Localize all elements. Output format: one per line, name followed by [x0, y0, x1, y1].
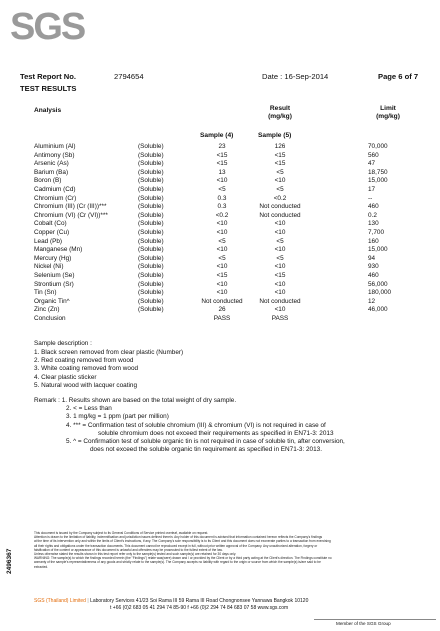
sample4-header: Sample (4): [200, 132, 234, 139]
limit-value: 180,000: [368, 289, 392, 297]
analyte-note: (Soluble): [138, 306, 164, 314]
sample4-value: <15: [216, 272, 228, 279]
analyte-note: (Soluble): [138, 289, 164, 297]
limit-value: 12: [368, 297, 376, 305]
analyte-name: Nickel (Ni): [34, 263, 64, 271]
section-title: TEST RESULTS: [20, 84, 77, 93]
remark-line: 4. *** = Confirmation test of soluble chromium (III) & chromium (VI) is not required in case of: [66, 421, 326, 429]
analyte-note: (Soluble): [138, 186, 164, 193]
remark-line: Remark : 1. Results shown are based on the total weight of dry sample.: [34, 397, 237, 404]
table-row: [0, 169, 440, 178]
sample5-value: Not conducted: [259, 297, 301, 305]
analyte-name: Tin (Sn): [34, 289, 57, 297]
sample4-value: <5: [218, 237, 226, 245]
remark-line: soluble chromium does not exceed their requirements as specified in EN71-3: 2013: [98, 429, 334, 437]
analyte-note: (Soluble): [138, 211, 164, 219]
sample5-value: <10: [274, 220, 286, 228]
sample5-value: <5: [276, 254, 284, 262]
analyte-name: Zinc (Zn): [34, 306, 60, 314]
list-item: 2. Red coating removed from wood: [34, 357, 134, 365]
sample4-value: <5: [218, 186, 226, 193]
table-row: [0, 186, 440, 195]
remark-line: does not exceed the soluble organic tin requirement as specified in EN71-3: 2013.: [90, 446, 322, 454]
analyte-note: (Soluble): [138, 237, 164, 245]
limit-header: Limit (mg/kg): [376, 105, 400, 120]
member-divider: [314, 619, 436, 620]
sample5-value: <10: [274, 289, 286, 297]
table-row: [0, 220, 440, 229]
table-row: [0, 229, 440, 238]
table-row: [0, 238, 440, 247]
limit-value: 560: [368, 151, 379, 159]
analyte-name: Cobalt (Co): [34, 220, 67, 228]
analyte-name: Manganese (Mn): [34, 246, 83, 254]
analyte-name: Chromium (VI) (Cr (VI))***: [34, 211, 108, 219]
analyte-name: Mercury (Hg): [34, 254, 72, 262]
analyte-note: (Soluble): [138, 272, 164, 279]
remark-line: 3. 1 mg/kg = 1 ppm (part per million): [66, 413, 169, 421]
sample5-value: <10: [274, 263, 286, 271]
analyte-note: (Soluble): [138, 263, 164, 271]
limit-value: 15,000: [368, 177, 388, 185]
table-row: [0, 289, 440, 298]
list-item: 1. Black screen removed from clear plastic (Number): [34, 349, 184, 356]
sample4-value: 23: [218, 143, 226, 150]
limit-value: 7,700: [368, 229, 384, 236]
analyte-note: (Soluble): [138, 203, 164, 211]
sample4-value: <10: [216, 177, 228, 185]
analyte-name: Strontium (Sr): [34, 280, 74, 288]
analyte-name: Barium (Ba): [34, 168, 69, 176]
company-name: SGS (Thailand) Limited: [34, 598, 86, 604]
sample4-value: <10: [216, 229, 228, 236]
sample5-value: <5: [276, 186, 284, 193]
remark-line: 5. ^ = Confirmation test of soluble organic tin is not required in case of soluble tin, after conversion,: [66, 438, 345, 446]
sample5-value: <10: [274, 306, 286, 314]
table-row: [0, 315, 440, 324]
limit-value: 94: [368, 254, 376, 262]
analyte-note: (Soluble): [138, 280, 164, 288]
analyte-name: Chromium (III) (Cr (III))***: [34, 203, 107, 211]
list-item: 3. White coating removed from wood: [34, 365, 139, 373]
analyte-note: (Soluble): [138, 160, 164, 168]
sample4-value: Not conducted: [201, 297, 243, 305]
limit-value: 130: [368, 220, 379, 228]
analyte-note: (Soluble): [138, 194, 164, 202]
limit-value: 56,000: [368, 280, 388, 288]
table-row: [0, 255, 440, 264]
analyte-name: Antimony (Sb): [34, 151, 75, 159]
sample4-value: <15: [216, 160, 228, 168]
table-row: [0, 160, 440, 169]
sample-description-title: Sample description :: [34, 340, 92, 347]
sample5-value: 126: [274, 143, 286, 150]
table-row: [0, 195, 440, 204]
sample4-value: 26: [218, 306, 226, 314]
table-row: [0, 143, 440, 152]
table-row: [0, 203, 440, 212]
report-date: Date : 16-Sep-2014: [262, 72, 329, 81]
limit-value: 930: [368, 263, 379, 271]
sample5-value: <15: [274, 151, 286, 159]
remark-line: 2. < = Less than: [66, 405, 112, 413]
analyte-name: Organic Tin^: [34, 297, 70, 305]
report-number: 2794654: [114, 72, 144, 81]
analyte-name: Chromium (Cr): [34, 194, 77, 202]
table-row: [0, 177, 440, 186]
analyte-note: (Soluble): [138, 254, 164, 262]
sample4-value: <10: [216, 289, 228, 297]
analysis-header: Analysis: [34, 107, 62, 114]
analyte-name: Conclusion: [34, 315, 66, 322]
analyte-note: (Soluble): [138, 151, 164, 159]
sample4-value: <10: [216, 220, 228, 228]
report-label: Test Report No.: [20, 72, 76, 81]
analyte-note: (Soluble): [138, 297, 164, 305]
sample5-value: <15: [274, 272, 286, 279]
sample4-value: PASS: [213, 315, 231, 322]
table-row: [0, 152, 440, 161]
table-row: [0, 212, 440, 221]
sample5-value: <10: [274, 280, 286, 288]
sample4-value: 0.3: [217, 203, 227, 211]
analyte-name: Boron (B): [34, 177, 62, 185]
sample5-value: <15: [274, 160, 286, 168]
sample4-value: <15: [216, 151, 228, 159]
sample4-value: 0.3: [217, 194, 227, 202]
limit-value: 460: [368, 272, 379, 279]
list-item: 5. Natural wood with lacquer coating: [34, 381, 138, 389]
limit-value: 160: [368, 237, 379, 245]
limit-value: 460: [368, 203, 379, 211]
limit-value: 18,750: [368, 168, 388, 176]
analyte-note: (Soluble): [138, 220, 164, 228]
table-row: [0, 263, 440, 272]
sample5-header: Sample (5): [258, 132, 292, 139]
sample4-value: <10: [216, 280, 228, 288]
table-row: [0, 306, 440, 315]
analyte-name: Arsenic (As): [34, 160, 69, 168]
analyte-note: (Soluble): [138, 246, 164, 254]
sample-description-list: [34, 349, 183, 390]
remarks: [34, 397, 345, 454]
sample5-value: Not conducted: [259, 211, 301, 219]
lab-address: Laboratory Services 41/23 Soi Rama III 59 Rama III Road Chongnonsee Yannawa Bangkok 10120: [90, 598, 309, 604]
fine-print: This document is issued by the Company subject to its General Conditions of Service printed overleaf, available on request. Attention is drawn to the limitation of liability, indemnification and jurisdiction issues defined therein. Any holder of this document is advised that information contained hereon reflects the Company's findings at the time of its intervention only and within the limits of Client's instructions, if any. The Company's sole responsibility is to its Client and this document does not exonerate parties to a transaction from exercising all their rights and obligations under the transaction documents. This document cannot be reproduced except in full, without prior written approval of the Company. Any unauthorized alteration, forgery or falsification of the content or appearance of this document is unlawful and offenders may be prosecuted to the fullest extent of the law. Unless otherwise stated the results shown in this test report refer only to the sample(s) tested and such sample(s) are retained for 30 days only. WARNING: The sample(s) to which the findings recorded herein (the "Findings") relate was(were) drawn and / or provided by the Client or by a third party acting at the Client's direction. The Findings constitute no warranty of the sample's representativeness of any goods and strictly relate to the sample(s). The Company accepts no liability with regard to the origin or source from which the sample(s) is/are said to be extracted.: [34, 531, 332, 569]
sample5-value: <10: [274, 229, 286, 236]
limit-value: 0.2: [368, 211, 377, 219]
result-header: Result (mg/kg): [268, 105, 292, 120]
analyte-note: (Soluble): [138, 143, 164, 150]
sample5-value: <5: [276, 237, 284, 245]
analyte-name: Cadmium (Cd): [34, 186, 76, 193]
limit-value: 15,000: [368, 246, 388, 254]
side-code: 2496367: [6, 548, 13, 574]
sample5-value: PASS: [271, 315, 289, 322]
table-row: [0, 298, 440, 307]
analyte-note: (Soluble): [138, 168, 164, 176]
page-number: Page 6 of 7: [378, 72, 419, 81]
sample4-value: <10: [216, 246, 228, 254]
footer-address: SGS (Thailand) Limited | Laboratory Services 41/23 Soi Rama III 59 Rama III Road Chongnonsee Yannawa Bangkok 10120 t +66 (0)2 683 05 41 294 74 85-90 f +66 (0)2 294 74 84 683 07 58 www.sgs.com: [34, 598, 434, 612]
sgs-logo: [10, 6, 85, 48]
table-row: [0, 281, 440, 290]
member-text: Member of the SGS Group: [336, 621, 391, 626]
analyte-name: Aluminium (Al): [34, 143, 76, 150]
limit-value: 46,000: [368, 306, 388, 314]
list-item: 4. Clear plastic sticker: [34, 373, 97, 381]
limit-value: 70,000: [368, 143, 388, 150]
table-row: [0, 246, 440, 255]
analyte-note: (Soluble): [138, 177, 164, 185]
sample5-value: Not conducted: [259, 203, 301, 211]
sample4-value: <5: [218, 254, 226, 262]
analyte-note: (Soluble): [138, 229, 164, 236]
sample4-value: <10: [216, 263, 228, 271]
sample5-value: <0.2: [273, 194, 287, 202]
sample4-value: <0.2: [215, 211, 229, 219]
sample5-value: <10: [274, 246, 286, 254]
sample5-value: <5: [276, 168, 284, 176]
limit-value: 17: [368, 186, 376, 193]
sample5-value: <10: [274, 177, 286, 185]
limit-value: --: [368, 194, 373, 202]
svg-text:SGS: SGS: [10, 6, 85, 48]
limit-value: 47: [368, 160, 376, 168]
sample4-value: 13: [218, 168, 226, 176]
phone-line: t +66 (0)2 683 05 41 294 74 85-90 f +66 (0)2 294 74 84 683 07 58 www.sgs.com: [110, 605, 289, 611]
analyte-name: Copper (Cu): [34, 229, 70, 236]
table-row: [0, 272, 440, 281]
analyte-name: Lead (Pb): [34, 237, 63, 245]
analyte-name: Selenium (Se): [34, 272, 75, 279]
